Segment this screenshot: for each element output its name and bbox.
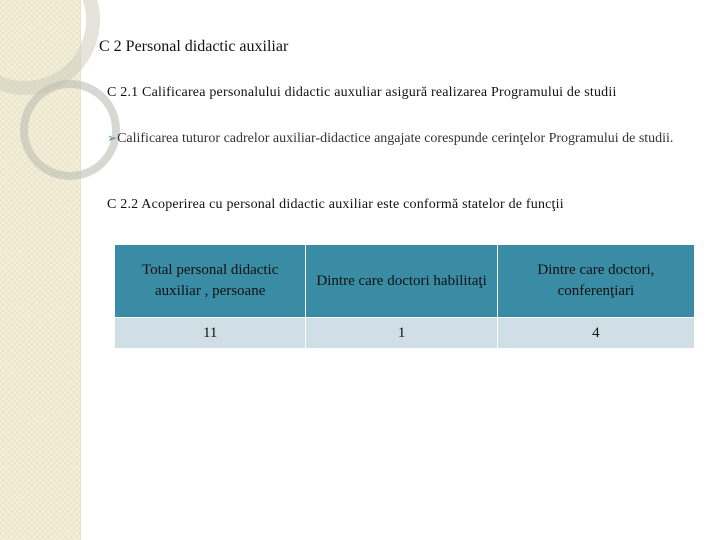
- header-habilitated-doctors: Dintre care doctori habilitaţi: [306, 245, 497, 318]
- table-row: [115, 318, 695, 349]
- cell-habilitated-doctors: 1: [306, 318, 497, 349]
- header-associate-doctors: Dintre care doctori, conferenţiari: [497, 245, 694, 318]
- cell-associate-doctors: 4: [497, 318, 694, 349]
- table-header-row: [115, 245, 695, 318]
- decorative-ring-top: [0, 0, 100, 95]
- decorative-ring-middle: [20, 80, 120, 180]
- cell-total-staff: 11: [115, 318, 306, 349]
- bullet-text: Calificarea tuturor cadrelor auxiliar-didactice angajate corespunde cerinţelor Programului de studii.: [117, 131, 674, 146]
- bullet-item: [107, 128, 697, 149]
- staff-table: [114, 244, 695, 349]
- header-total-staff: Total personal didactic auxiliar , persoane: [115, 245, 306, 318]
- arrow-bullet-icon: ➢: [107, 131, 118, 145]
- page-title: C 2 Personal didactic auxiliar: [99, 38, 289, 55]
- section-2-heading: C 2.2 Acoperirea cu personal didactic auxiliar este conformă statelor de funcţii: [107, 197, 564, 212]
- section-1-heading: C 2.1 Calificarea personalului didactic auxuliar asigură realizarea Programului de studii: [107, 85, 617, 100]
